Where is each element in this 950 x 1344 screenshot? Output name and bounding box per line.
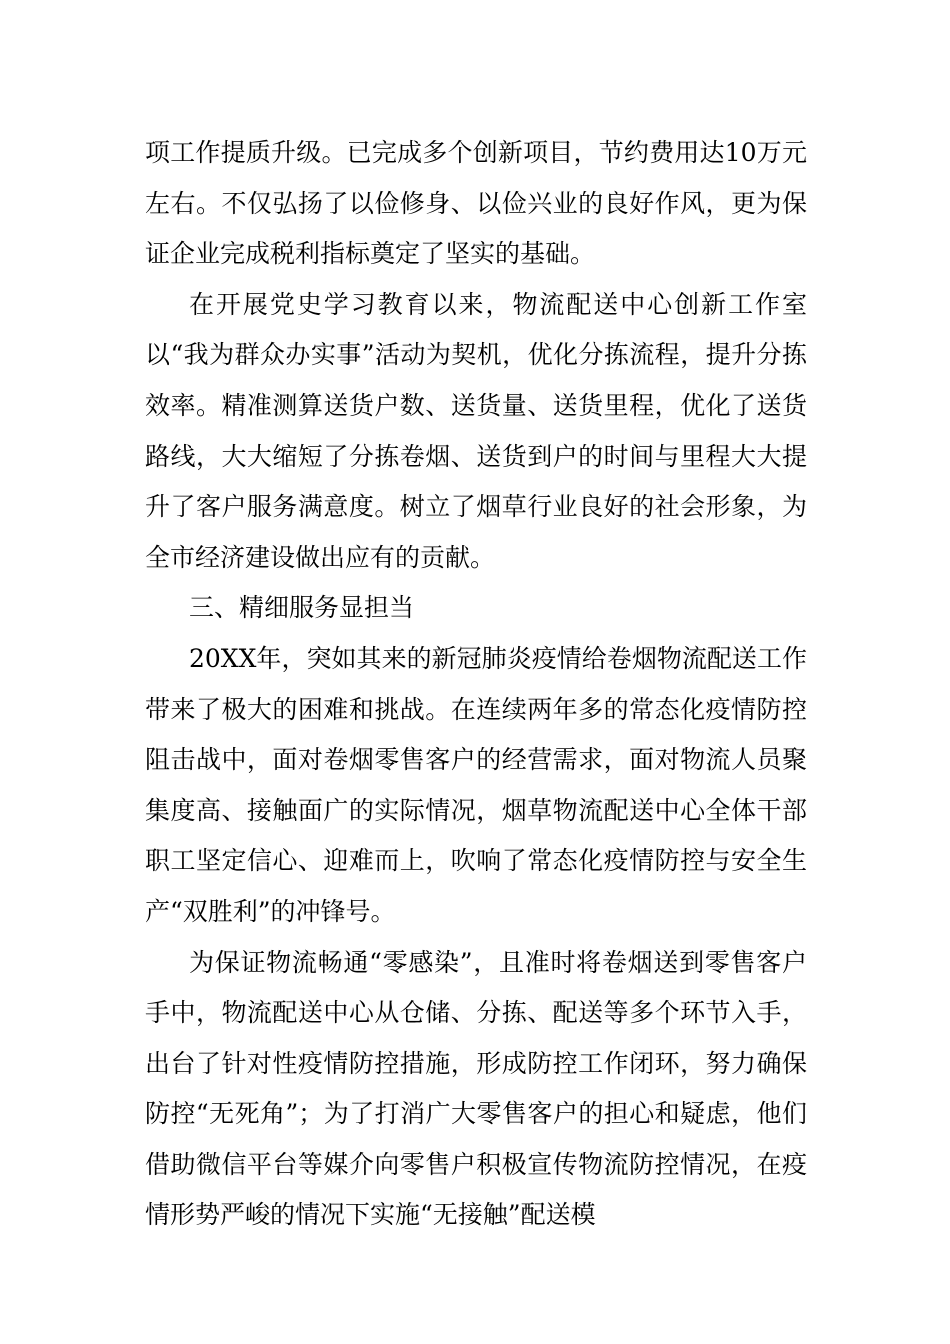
paragraph-continuation: 项工作提质升级。已完成多个创新项目，节约费用达10万元左右。不仅弘扬了以俭修身、以俭兴业的良好作风，更为保证企业完成税利指标奠定了坚实的基础。 <box>145 138 807 269</box>
paragraph-epidemic: 20XX年，突如其来的新冠肺炎疫情给卷烟物流配送工作带来了极大的困难和挑战。在连续两年多的常态化疫情防控阻击战中，面对卷烟零售客户的经营需求，面对物流人员聚集度高、接触面广的实际情况，烟草物流配送中心全体干部职工坚定信心、迎难而上，吹响了常态化疫情防控与安全生产“双胜利”的冲锋号。 <box>145 643 807 926</box>
document-body <box>145 128 807 1241</box>
paragraph-party-history: 在开展党史学习教育以来，物流配送中心创新工作室以“我为群众办实事”活动为契机，优化分拣流程，提升分拣效率。精准测算送货户数、送货量、送货里程，优化了送货路线，大大缩短了分拣卷烟、送货到户的时间与里程大大提升了客户服务满意度。树立了烟草行业良好的社会形象，为全市经济建设做出应有的贡献。 <box>145 289 807 572</box>
paragraph-logistics: 为保证物流畅通“零感染”，且准时将卷烟送到零售客户手中，物流配送中心从仓储、分拣、配送等多个环节入手，出台了针对性疫情防控措施，形成防控工作闭环，努力确保防控“无死角”；为了打消广大零售客户的担心和疑虑，他们借助微信平台等媒介向零售户积极宣传物流防控情况，在疫情形势严峻的情况下实施“无接触”配送模 <box>145 947 807 1230</box>
section-heading-3: 三、精细服务显担当 <box>189 593 415 623</box>
